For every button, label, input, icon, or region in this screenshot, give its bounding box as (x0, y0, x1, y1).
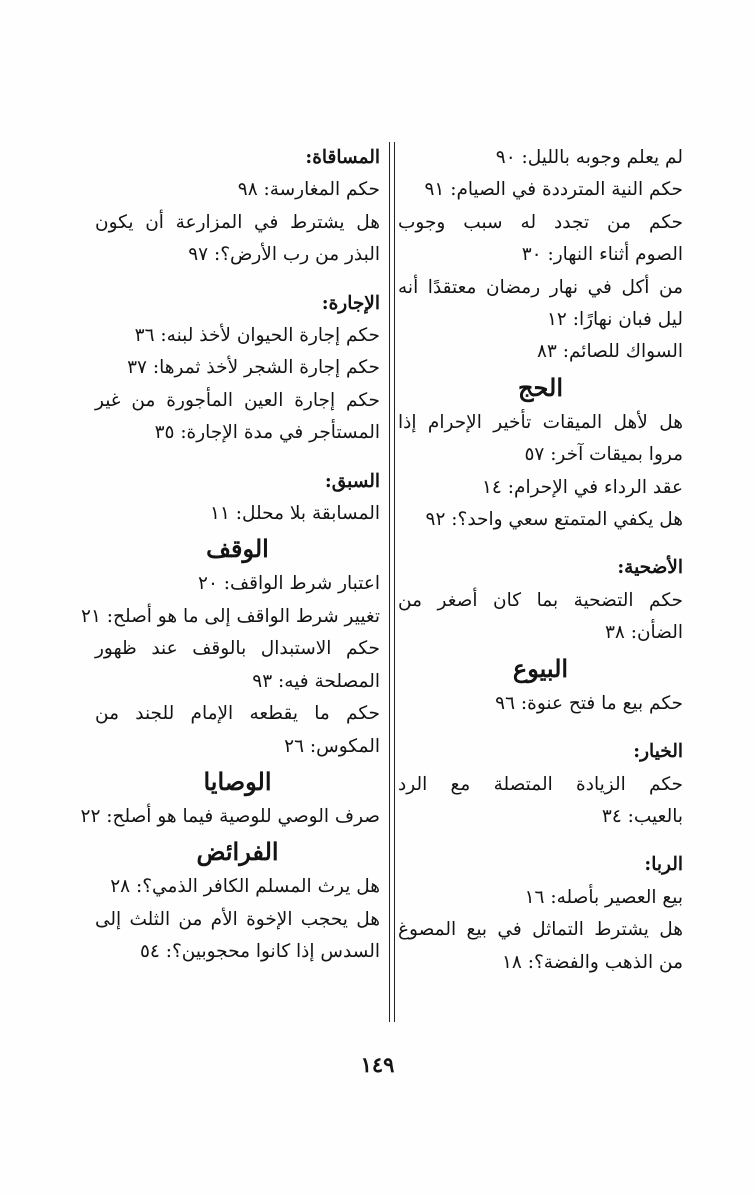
entry: لم يعلم وجوبه بالليل: ٩٠ (495, 147, 683, 168)
entry: حكم المغارسة: ٩٨ (237, 179, 380, 201)
entry: تغيير شرط الواقف إلى ما هو أصلح: ٢١ (81, 605, 380, 627)
entry: صرف الوصي للوصية فيما هو أصلح: ٢٢ (80, 805, 380, 827)
entry: السواك للصائم: ٨٣ (537, 341, 683, 363)
entry: المسابقة بلا محلل: ١١ (210, 503, 380, 525)
right-column (398, 142, 683, 979)
entry: السدس إذا كانوا محجوبين؟: ٥٤ (140, 941, 380, 963)
section-title-buyu: البيوع (512, 653, 569, 683)
entry: الضأن: ٣٨ (604, 622, 683, 644)
subsection-heading-ijara: الإجارة: (321, 292, 380, 314)
entry: من الذهب والفضة؟: ١٨ (501, 951, 683, 973)
entry: حكم النية المترددة في الصيام: ٩١ (424, 179, 683, 201)
entry: هل يحجب الإخوة الأم من الثلث إلى (95, 908, 380, 930)
subsection-heading-musaqat: المساقاة: (305, 147, 380, 168)
entry: حكم بيع ما فتح عنوة: ٩٦ (495, 692, 683, 714)
column-divider (394, 142, 395, 1022)
subsection-heading-riba: الربا: (644, 854, 683, 876)
entry: البذر من رب الأرض؟: ٩٧ (188, 244, 380, 266)
entry: حكم من تجدد له سبب وجوب (398, 211, 683, 233)
entry: حكم التضحية بما كان أصغر من (398, 589, 683, 611)
entry: هل يرث المسلم الكافر الذمي؟: ٢٨ (110, 876, 380, 898)
entry: المكوس: ٢٦ (284, 735, 380, 757)
entry: حكم إجارة الشجر لأخذ ثمرها: ٣٧ (127, 357, 380, 379)
left-column (80, 142, 380, 969)
subsection-heading-sabaq: السبق: (324, 470, 380, 492)
subsection-heading-khiyar: الخيار: (633, 741, 683, 763)
column-divider (389, 142, 390, 1022)
entry: اعتبار شرط الواقف: ٢٠ (198, 573, 380, 595)
entry: هل يشترط التماثل في بيع المصوغ (398, 919, 683, 941)
entry: حكم إجارة الحيوان لأخذ لبنه: ٣٦ (134, 325, 380, 347)
entry: بالعيب: ٣٤ (601, 805, 683, 827)
entry: من أكل في نهار رمضان معتقدًا أنه (398, 276, 683, 298)
entry: ليل فبان نهارًا: ١٢ (546, 309, 683, 331)
entry: الصوم أثناء النهار: ٣٠ (521, 244, 683, 266)
entry: حكم الزيادة المتصلة مع الرد (398, 773, 683, 795)
entry: المصلحة فيه: ٩٣ (252, 670, 380, 692)
subsection-heading-udhiya: الأضحية: (617, 557, 683, 579)
entry: مروا بميقات آخر: ٥٧ (524, 444, 683, 466)
section-title-hajj: الحج (518, 372, 563, 402)
entry: حكم ما يقطعه الإمام للجند من (95, 703, 380, 725)
entry: حكم الاستبدال بالوقف عند ظهور (95, 638, 380, 660)
entry: هل لأهل الميقات تأخير الإحرام إذا (398, 411, 683, 433)
page-number: ١٤٩ (360, 1052, 395, 1077)
section-title-wasaya: الوصايا (203, 766, 272, 796)
section-title-faraid: الفرائض (196, 837, 279, 867)
section-title-waqf: الوقف (206, 534, 269, 564)
entry: هل يشترط في المزارعة أن يكون (95, 211, 380, 233)
entry: هل يكفي المتمتع سعي واحد؟: ٩٢ (425, 509, 683, 531)
entry: حكم إجارة العين المأجورة من غير (95, 389, 380, 411)
entry: عقد الرداء في الإحرام: ١٤ (482, 476, 683, 498)
entry: بيع العصير بأصله: ١٦ (524, 886, 683, 908)
entry: المستأجر في مدة الإجارة: ٣٥ (154, 422, 380, 444)
